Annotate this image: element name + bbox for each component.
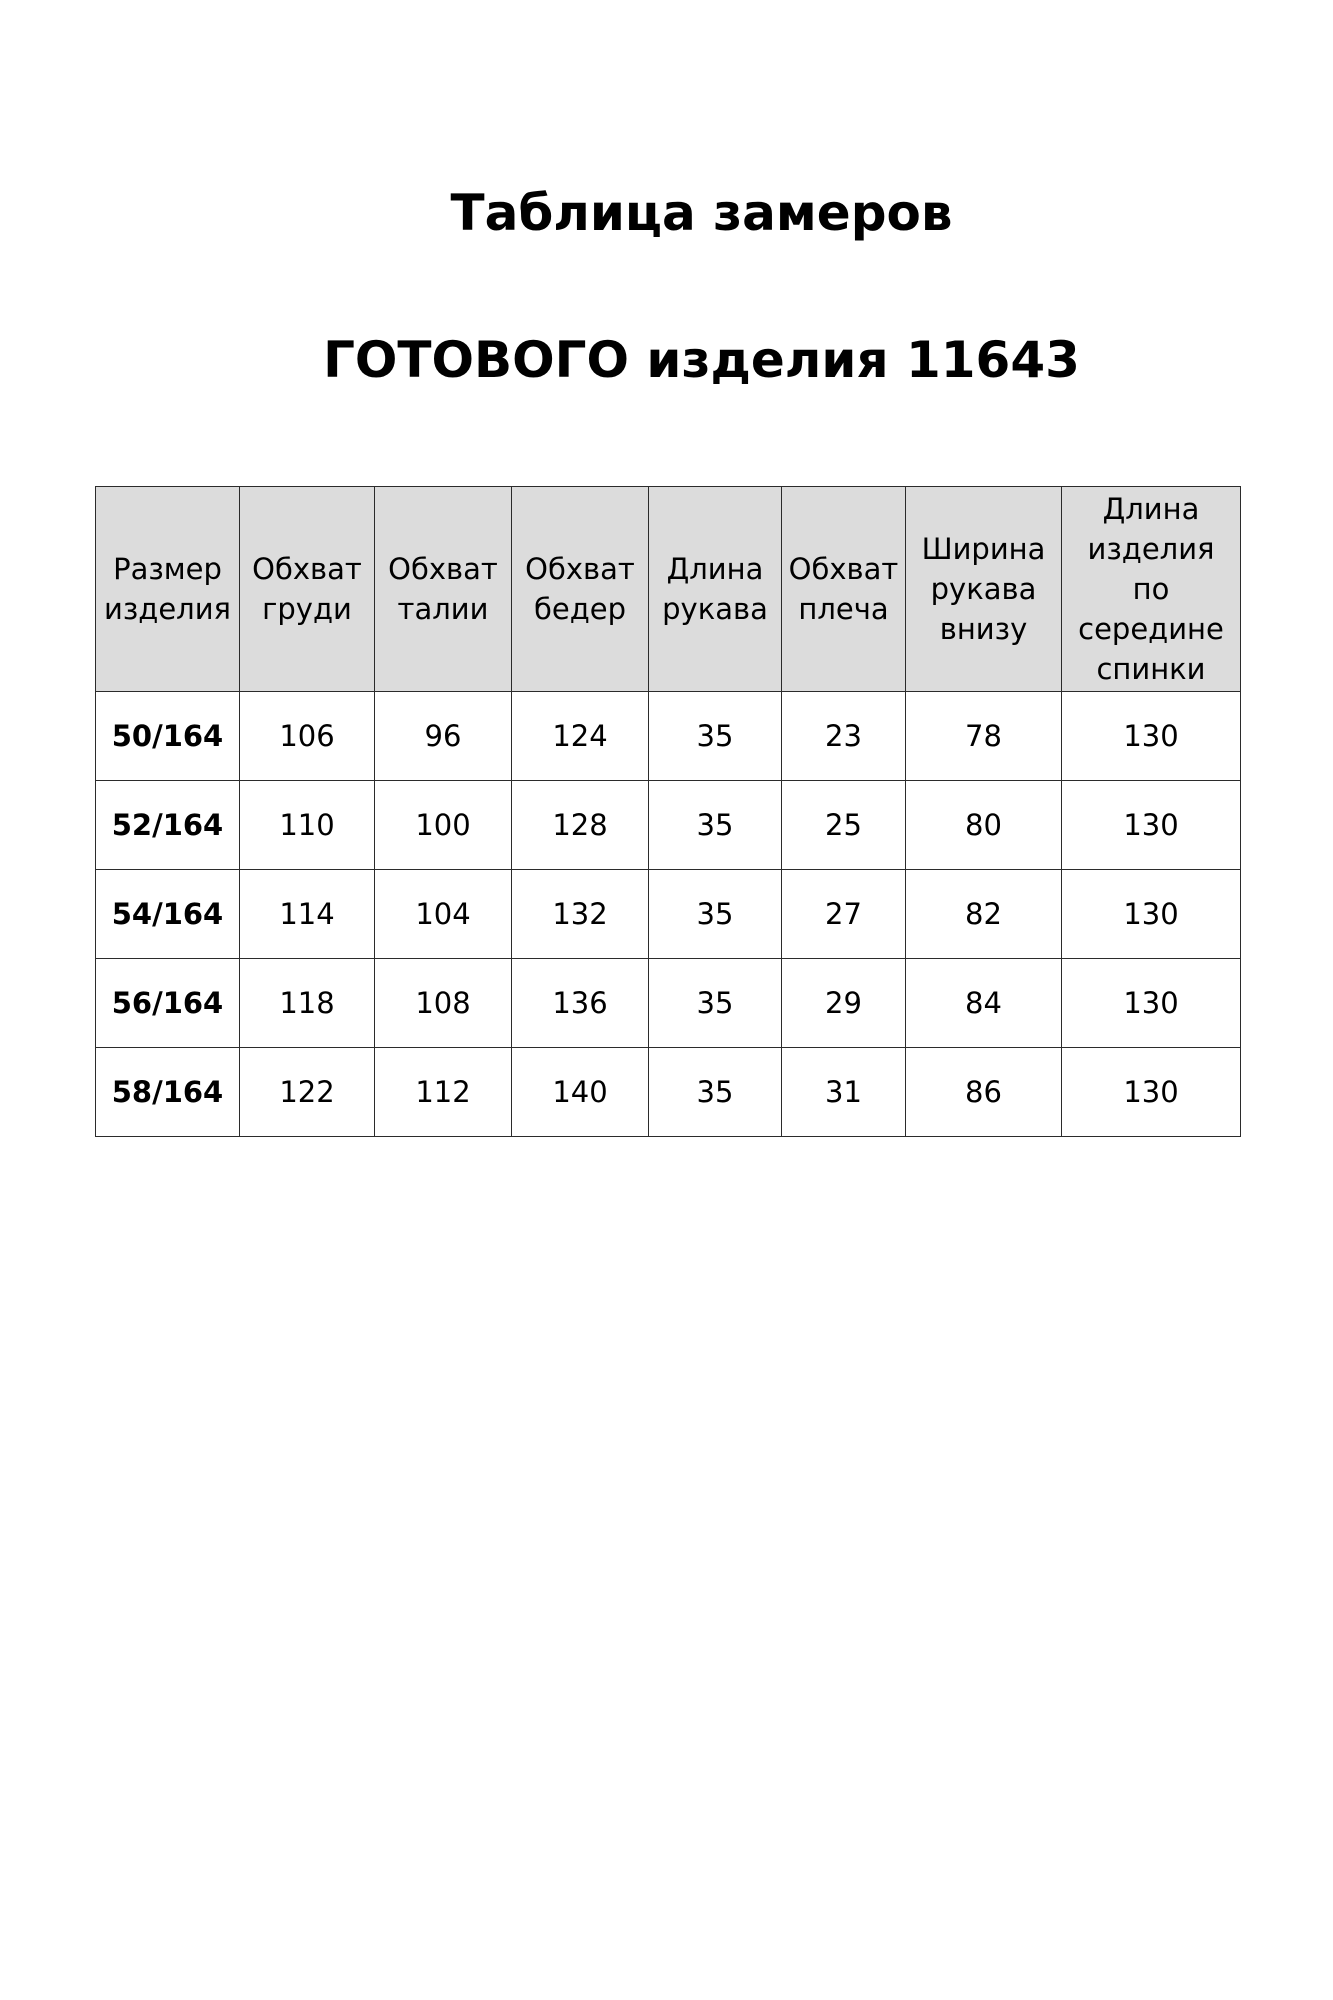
- header-chest: Обхват груди: [240, 487, 375, 692]
- size-cell: 56/164: [96, 959, 240, 1048]
- size-cell: 58/164: [96, 1048, 240, 1137]
- table-cell: 27: [782, 870, 906, 959]
- table-cell: 130: [1062, 870, 1241, 959]
- table-cell: 136: [512, 959, 649, 1048]
- table-row: [96, 870, 1241, 959]
- page-subtitle: ГОТОВОГО изделия 11643: [323, 331, 1080, 389]
- table-cell: 122: [240, 1048, 375, 1137]
- table-cell: 96: [375, 692, 512, 781]
- table-cell: 110: [240, 781, 375, 870]
- table-cell: 78: [906, 692, 1062, 781]
- header-hips: Обхват бедер: [512, 487, 649, 692]
- table-cell: 114: [240, 870, 375, 959]
- table-cell: 124: [512, 692, 649, 781]
- table-cell: 130: [1062, 959, 1241, 1048]
- table-cell: 86: [906, 1048, 1062, 1137]
- table-cell: 100: [375, 781, 512, 870]
- table-cell: 132: [512, 870, 649, 959]
- table-cell: 35: [649, 692, 782, 781]
- table-header-row: [96, 487, 1241, 692]
- size-cell: 52/164: [96, 781, 240, 870]
- header-garment-length: Длина изделия по середине спинки: [1062, 487, 1241, 692]
- size-table: [95, 486, 1241, 1137]
- table-cell: 130: [1062, 781, 1241, 870]
- table-row: [96, 692, 1241, 781]
- table-cell: 128: [512, 781, 649, 870]
- size-cell: 50/164: [96, 692, 240, 781]
- table-cell: 104: [375, 870, 512, 959]
- header-shoulder: Обхват плеча: [782, 487, 906, 692]
- page-title: Таблица замеров: [450, 184, 953, 242]
- table-cell: 108: [375, 959, 512, 1048]
- table-cell: 35: [649, 781, 782, 870]
- table-cell: 29: [782, 959, 906, 1048]
- table-cell: 130: [1062, 692, 1241, 781]
- table-cell: 130: [1062, 1048, 1241, 1137]
- table-row: [96, 781, 1241, 870]
- header-sleeve-length: Длина рукава: [649, 487, 782, 692]
- table-cell: 31: [782, 1048, 906, 1137]
- table-cell: 25: [782, 781, 906, 870]
- table-cell: 35: [649, 870, 782, 959]
- header-sleeve-width: Ширина рукава внизу: [906, 487, 1062, 692]
- table-cell: 35: [649, 959, 782, 1048]
- table-cell: 80: [906, 781, 1062, 870]
- table-cell: 82: [906, 870, 1062, 959]
- table-cell: 23: [782, 692, 906, 781]
- size-cell: 54/164: [96, 870, 240, 959]
- table-cell: 112: [375, 1048, 512, 1137]
- table-cell: 140: [512, 1048, 649, 1137]
- table-cell: 118: [240, 959, 375, 1048]
- table-row: [96, 1048, 1241, 1137]
- table-cell: 35: [649, 1048, 782, 1137]
- header-waist: Обхват талии: [375, 487, 512, 692]
- table-cell: 84: [906, 959, 1062, 1048]
- table-row: [96, 959, 1241, 1048]
- header-size: Размер изделия: [96, 487, 240, 692]
- table-cell: 106: [240, 692, 375, 781]
